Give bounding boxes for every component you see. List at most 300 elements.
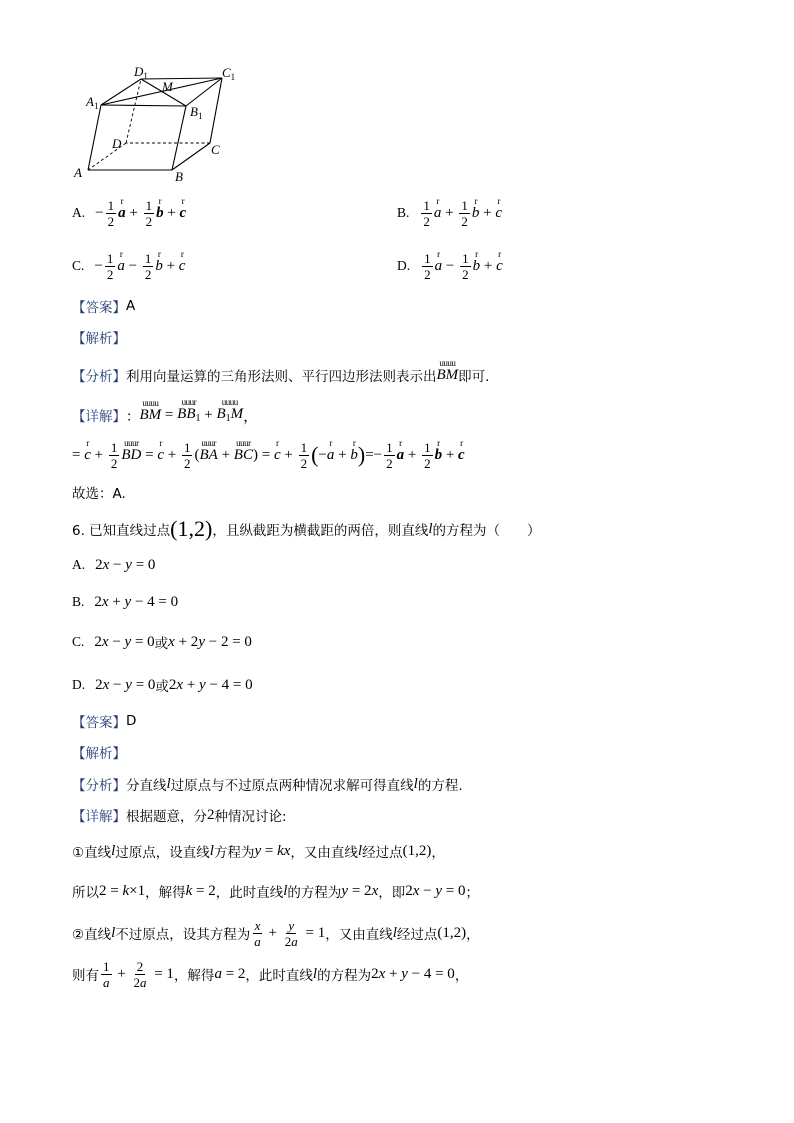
math-symbol: 2 bbox=[423, 213, 430, 229]
math-variable: y bbox=[199, 676, 206, 693]
option-expression bbox=[419, 198, 502, 229]
math-fraction bbox=[460, 251, 471, 282]
math-symbol: − bbox=[419, 882, 436, 899]
math-fraction bbox=[109, 440, 120, 471]
math-symbol: = 0 bbox=[131, 556, 156, 573]
vector-body bbox=[397, 447, 405, 463]
math-symbol: 2 bbox=[107, 213, 115, 229]
math-variable: b bbox=[434, 447, 443, 463]
math-variable: a bbox=[118, 205, 126, 221]
math-fraction bbox=[299, 440, 310, 471]
math-symbol: 2 bbox=[284, 933, 292, 949]
math-symbol: ) bbox=[252, 446, 258, 463]
vector-body bbox=[434, 205, 442, 221]
vector-mark: r bbox=[399, 438, 402, 448]
math-symbol: 2 bbox=[183, 455, 191, 471]
math-symbol: − bbox=[124, 257, 141, 274]
math-vector bbox=[437, 359, 459, 383]
fraction-numerator bbox=[135, 959, 146, 975]
math-variable: c bbox=[157, 447, 165, 463]
math-vector bbox=[274, 439, 281, 463]
vector-mark: r bbox=[119, 249, 123, 259]
vector-mark: r bbox=[352, 438, 356, 448]
math-symbol: − bbox=[109, 556, 126, 573]
math-symbol: + bbox=[404, 446, 421, 463]
math-symbol: 2 bbox=[145, 213, 153, 229]
q6-option-d bbox=[72, 670, 253, 700]
math-symbol: 2 bbox=[94, 593, 102, 610]
math-fraction bbox=[422, 251, 433, 282]
option-expression bbox=[94, 251, 185, 282]
math-symbol: 1 bbox=[183, 439, 191, 455]
math-vector bbox=[118, 197, 126, 221]
vector-mark: r bbox=[120, 196, 124, 206]
math-symbol: 2 bbox=[95, 556, 103, 573]
vector-body bbox=[435, 258, 443, 274]
math-vector bbox=[155, 250, 163, 274]
vector-mark: r bbox=[497, 196, 500, 206]
math-symbol: = bbox=[257, 446, 274, 463]
q6-fenxi bbox=[72, 769, 463, 799]
fraction-numerator bbox=[422, 440, 433, 456]
fraction-numerator bbox=[384, 440, 395, 456]
math-vector bbox=[458, 439, 465, 463]
fraction-numerator bbox=[106, 198, 117, 214]
vector-body bbox=[327, 447, 335, 463]
fraction-denominator bbox=[422, 267, 433, 282]
edge-a1b1 bbox=[101, 105, 186, 106]
option-expression bbox=[95, 675, 253, 695]
math-variable: $B_1$ bbox=[186, 406, 201, 424]
fraction-numerator bbox=[143, 251, 154, 267]
text-run: 过原点，设直线 bbox=[115, 845, 210, 861]
text-run: 的方程为（ ） bbox=[432, 523, 541, 539]
q5-option-b bbox=[397, 198, 502, 228]
section-label: 【详解】 bbox=[72, 809, 126, 825]
math-variable: B bbox=[139, 407, 149, 423]
math-vector bbox=[177, 398, 200, 424]
math-symbol: ( bbox=[311, 442, 319, 467]
fraction-denominator bbox=[384, 456, 395, 471]
math-variable: D bbox=[130, 447, 142, 463]
math-symbol: 2 bbox=[371, 965, 379, 982]
math-symbol: 2 = bbox=[99, 882, 123, 899]
text-run: ，解得 bbox=[145, 885, 186, 901]
math-variable: c bbox=[178, 258, 186, 274]
math-symbol: = bbox=[261, 842, 278, 859]
math-symbol: + bbox=[200, 406, 217, 423]
math-fraction bbox=[252, 918, 263, 949]
math-variable: y bbox=[125, 556, 132, 573]
math-symbol: (1,2) bbox=[402, 842, 432, 859]
option-expression bbox=[95, 198, 186, 229]
edge-cc1 bbox=[210, 78, 222, 143]
vertex-subscript: 1 bbox=[93, 101, 99, 111]
math-variable: b bbox=[471, 205, 480, 221]
math-variable: c bbox=[84, 447, 91, 463]
math-symbol: ( bbox=[194, 446, 200, 463]
math-vector bbox=[157, 439, 164, 463]
math-subscript: 1 bbox=[225, 413, 231, 424]
vector-mark: uuuu bbox=[221, 397, 238, 407]
math-variable: l bbox=[111, 842, 116, 859]
math-symbol: + bbox=[385, 965, 402, 982]
math-symbol: + bbox=[164, 446, 180, 463]
math-symbol: 1 bbox=[110, 439, 118, 455]
math-symbol: + 2 bbox=[174, 633, 199, 650]
math-variable: x bbox=[254, 917, 261, 933]
text-run: ， bbox=[454, 968, 469, 984]
q5-option-c bbox=[72, 251, 185, 281]
math-vector bbox=[140, 399, 162, 423]
vertex-label-a: A bbox=[74, 165, 82, 180]
math-variable: C bbox=[242, 447, 253, 463]
math-symbol: 2 bbox=[207, 806, 215, 823]
math-vector bbox=[121, 439, 141, 463]
vector-mark: uuur bbox=[181, 397, 197, 407]
text-run: ，此时直线 bbox=[215, 885, 284, 901]
math-vector bbox=[117, 250, 125, 274]
math-vector bbox=[84, 439, 91, 463]
math-vector bbox=[434, 197, 442, 221]
math-variable: l bbox=[392, 924, 397, 941]
fraction-numerator bbox=[105, 251, 116, 267]
math-symbol: = bbox=[141, 446, 158, 463]
text-run: ； bbox=[465, 885, 480, 901]
vertex-subscript: 1 bbox=[230, 72, 236, 82]
vertex-letter: C bbox=[222, 65, 231, 80]
text-run: 所以 bbox=[72, 885, 99, 901]
math-symbol: − bbox=[95, 204, 104, 221]
math-variable: x bbox=[412, 882, 420, 899]
vector-body bbox=[84, 447, 91, 463]
vector-body bbox=[117, 258, 125, 274]
math-variable: c bbox=[458, 447, 465, 463]
math-symbol: + bbox=[264, 924, 281, 941]
math-symbol: 2 bbox=[300, 455, 308, 471]
option-label: B. bbox=[72, 594, 85, 609]
math-vector bbox=[472, 197, 480, 221]
math-symbol: 2 bbox=[95, 676, 103, 693]
option-label: B. bbox=[397, 205, 410, 220]
math-vector bbox=[199, 439, 217, 463]
math-fraction bbox=[131, 959, 148, 990]
fraction-denominator bbox=[422, 456, 433, 471]
math-variable: b bbox=[472, 258, 481, 274]
text-run: ，又由直线 bbox=[325, 927, 393, 943]
math-variable: a bbox=[434, 258, 443, 274]
math-variable: l bbox=[357, 842, 363, 859]
vector-mark: r bbox=[460, 438, 463, 448]
math-symbol: 2 bbox=[144, 266, 152, 282]
option-label: C. bbox=[72, 634, 85, 649]
option-label: A. bbox=[72, 205, 86, 220]
text-run: 6. 已知直线过点 bbox=[72, 523, 171, 539]
vector-mark: uuuu bbox=[142, 398, 159, 408]
math-symbol: + bbox=[280, 446, 297, 463]
math-symbol: + bbox=[163, 204, 180, 221]
text-run: 的方程为 bbox=[287, 885, 342, 901]
math-symbol: (1,2) bbox=[170, 516, 213, 541]
text-run: ，且纵截距为横截距的两倍，则直线 bbox=[212, 523, 429, 539]
vertex-letter: B bbox=[190, 104, 198, 119]
fraction-denominator bbox=[109, 456, 120, 471]
math-symbol: 1 bbox=[423, 197, 430, 213]
fraction-numerator bbox=[109, 440, 120, 456]
math-symbol: 1 bbox=[107, 197, 115, 213]
section-label: 【分析】 bbox=[72, 369, 126, 385]
math-variable: x bbox=[101, 593, 109, 610]
vector-mark: r bbox=[158, 196, 162, 206]
vector-mark: r bbox=[474, 196, 477, 206]
math-symbol: 1 bbox=[144, 250, 152, 266]
option-expression bbox=[94, 594, 178, 611]
math-fraction bbox=[182, 440, 193, 471]
math-symbol: = 2 bbox=[221, 965, 246, 982]
math-symbol: = 0 bbox=[131, 676, 156, 693]
vector-mark: r bbox=[181, 196, 185, 206]
q5-xiangjie bbox=[72, 397, 259, 430]
math-vector bbox=[327, 439, 335, 463]
math-symbol: 2 bbox=[94, 633, 102, 650]
text-run: ，即 bbox=[378, 885, 406, 901]
math-vector bbox=[435, 250, 443, 274]
fraction-numerator bbox=[182, 440, 193, 456]
fraction-denominator bbox=[299, 456, 310, 471]
vector-body bbox=[177, 406, 200, 424]
math-vector bbox=[473, 250, 481, 274]
text-run: ，又由直线 bbox=[290, 845, 358, 861]
math-variable: A bbox=[208, 447, 218, 463]
text-run: ： bbox=[126, 409, 140, 425]
text-run: 经过点 bbox=[396, 927, 438, 943]
option-expression bbox=[94, 632, 252, 652]
fraction-denominator bbox=[459, 214, 470, 229]
math-variable: l bbox=[283, 882, 288, 899]
math-vector bbox=[496, 250, 503, 274]
vertex-label-m: M bbox=[162, 79, 173, 94]
q6-stem bbox=[72, 514, 541, 544]
math-symbol: 2 bbox=[405, 882, 413, 899]
math-symbol: 1 bbox=[106, 250, 114, 266]
text-run: ①直线 bbox=[72, 845, 112, 861]
math-variable: a bbox=[103, 974, 110, 990]
math-symbol: (1,2) bbox=[437, 924, 467, 941]
text-run: ，解得 bbox=[173, 968, 215, 984]
math-symbol: 2 bbox=[133, 974, 140, 990]
fraction-denominator bbox=[106, 214, 117, 229]
math-variable: a bbox=[433, 205, 442, 221]
vector-body bbox=[199, 447, 217, 463]
vertex-label-b: B bbox=[175, 169, 183, 184]
math-variable: c bbox=[273, 447, 281, 463]
vector-mark: r bbox=[157, 249, 161, 259]
option-label: C. bbox=[72, 258, 85, 273]
math-symbol: = bbox=[161, 406, 178, 423]
vector-body bbox=[234, 447, 253, 463]
vector-body bbox=[155, 258, 163, 274]
math-vector bbox=[216, 398, 243, 424]
vector-body bbox=[216, 406, 243, 424]
math-variable: B bbox=[233, 447, 243, 463]
fraction-numerator bbox=[459, 198, 470, 214]
q6-case2 bbox=[72, 918, 480, 948]
math-symbol: = 1 bbox=[150, 965, 174, 982]
text-run: 方程为 bbox=[213, 845, 255, 861]
text-run: 种情况讨论: bbox=[214, 809, 287, 825]
math-symbol: + bbox=[125, 204, 142, 221]
math-symbol: − bbox=[108, 633, 125, 650]
math-subscript: 1 bbox=[195, 413, 201, 424]
math-symbol: + bbox=[217, 446, 234, 463]
option-label: D. bbox=[72, 677, 86, 692]
math-vector bbox=[435, 439, 443, 463]
edge-bc bbox=[172, 143, 210, 170]
vector-mark: r bbox=[437, 249, 440, 259]
q6-xiangjie bbox=[72, 800, 287, 830]
math-variable: kx bbox=[277, 842, 291, 859]
math-variable: x bbox=[102, 676, 110, 693]
text-run: 利用向量运算的三角形法则、平行四边形法则表示出 bbox=[126, 369, 437, 385]
math-symbol: 2 bbox=[136, 958, 144, 974]
math-fraction bbox=[421, 198, 432, 229]
vector-body bbox=[473, 258, 481, 274]
vector-body bbox=[140, 407, 162, 423]
text-run: 经过点 bbox=[362, 845, 403, 861]
q6-option-a bbox=[72, 550, 155, 580]
math-variable: b bbox=[156, 205, 164, 221]
math-variable: k bbox=[122, 882, 130, 899]
math-symbol: − 4 = 0 bbox=[131, 593, 179, 610]
vector-mark: uuuu bbox=[439, 358, 456, 368]
fraction-denominator bbox=[131, 975, 148, 990]
math-variable: y bbox=[125, 676, 132, 693]
vector-mark: r bbox=[86, 438, 89, 448]
vector-mark: r bbox=[180, 249, 184, 259]
q5-answer bbox=[72, 291, 135, 321]
math-vector bbox=[179, 250, 186, 274]
math-fraction bbox=[283, 918, 300, 949]
math-symbol: + bbox=[334, 446, 351, 463]
math-symbol: 1 bbox=[103, 958, 110, 974]
math-variable: M bbox=[148, 407, 162, 423]
math-variable: B bbox=[436, 367, 446, 383]
vector-body bbox=[179, 258, 186, 274]
math-vector bbox=[234, 439, 253, 463]
edge-c1d1 bbox=[141, 78, 222, 79]
math-fraction bbox=[101, 959, 112, 990]
math-fraction bbox=[105, 251, 116, 282]
text-run: ②直线 bbox=[72, 927, 112, 943]
math-symbol: = 1 bbox=[301, 924, 326, 941]
vector-mark: uuur bbox=[124, 438, 139, 448]
option-label: D. bbox=[397, 258, 411, 273]
math-symbol: 2 bbox=[462, 266, 469, 282]
math-variable: y bbox=[401, 965, 408, 982]
math-symbol: = bbox=[72, 446, 85, 463]
q6-option-c bbox=[72, 627, 252, 657]
fraction-numerator bbox=[144, 198, 155, 214]
q6-answer bbox=[72, 706, 136, 736]
q5-conclusion bbox=[72, 477, 126, 507]
text-run: 则有 bbox=[72, 968, 99, 984]
vertex-subscript: 1 bbox=[197, 111, 203, 121]
math-variable: l bbox=[428, 520, 433, 537]
vector-body bbox=[458, 447, 465, 463]
math-variable: a bbox=[139, 974, 147, 990]
math-symbol: + bbox=[162, 257, 179, 274]
math-symbol: 2 bbox=[110, 455, 118, 471]
math-vector bbox=[495, 197, 502, 221]
jiexi-label: 【解析】 bbox=[72, 331, 126, 347]
vector-body bbox=[472, 205, 480, 221]
math-variable: c bbox=[179, 205, 187, 221]
fraction-numerator bbox=[286, 918, 296, 934]
edge-bb1 bbox=[172, 106, 186, 170]
math-variable: a bbox=[254, 933, 261, 949]
math-symbol: = 2 bbox=[192, 882, 216, 899]
vertex-letter: D bbox=[134, 64, 144, 79]
math-variable: y bbox=[124, 593, 132, 610]
fraction-numerator bbox=[299, 440, 310, 456]
math-symbol: − 2 = 0 bbox=[204, 633, 252, 650]
math-symbol: − 4 = 0 bbox=[205, 676, 253, 693]
math-variable: k bbox=[185, 882, 193, 899]
math-variable: x bbox=[371, 882, 379, 899]
vector-mark: r bbox=[276, 438, 279, 448]
fraction-denominator bbox=[421, 214, 432, 229]
math-symbol: − bbox=[109, 676, 126, 693]
text-run: ， bbox=[466, 927, 480, 943]
math-symbol: − bbox=[318, 446, 327, 463]
vertex-label-a1 bbox=[85, 94, 98, 111]
math-symbol: = 0 bbox=[442, 882, 466, 899]
math-symbol: 2 bbox=[461, 213, 468, 229]
math-variable: y bbox=[254, 842, 262, 859]
math-variable: x bbox=[168, 633, 175, 650]
math-variable: x bbox=[378, 965, 386, 982]
math-vector bbox=[350, 439, 358, 463]
answer-label: 【答案】 bbox=[72, 300, 126, 316]
math-symbol: 2 bbox=[424, 455, 431, 471]
text-run: 过原点与不过原点两种情况求解可得直线 bbox=[170, 778, 414, 794]
math-symbol: + bbox=[90, 446, 107, 463]
math-symbol: + bbox=[479, 204, 496, 221]
math-symbol: + bbox=[108, 593, 125, 610]
vertex-label-c: C bbox=[211, 142, 220, 157]
vertex-label-d: D bbox=[112, 136, 122, 151]
math-variable: a bbox=[214, 965, 222, 982]
math-variable: l bbox=[413, 775, 418, 792]
math-variable: y bbox=[341, 882, 349, 899]
math-variable: x bbox=[101, 633, 109, 650]
vector-body bbox=[435, 447, 443, 463]
vector-mark: r bbox=[498, 249, 501, 259]
math-symbol: 1 bbox=[461, 197, 468, 213]
math-symbol: + bbox=[442, 446, 459, 463]
math-fraction bbox=[106, 198, 117, 229]
math-variable: b bbox=[350, 447, 358, 463]
math-variable: l bbox=[111, 924, 116, 941]
text-run: 根据题意，分 bbox=[126, 809, 207, 825]
vector-mark: r bbox=[329, 438, 332, 448]
math-variable: B bbox=[121, 447, 131, 463]
math-variable: x bbox=[176, 676, 184, 693]
math-symbol: + bbox=[183, 676, 200, 693]
math-variable: a bbox=[396, 447, 405, 463]
fraction-numerator bbox=[421, 198, 432, 214]
answer-value: D bbox=[126, 713, 137, 729]
